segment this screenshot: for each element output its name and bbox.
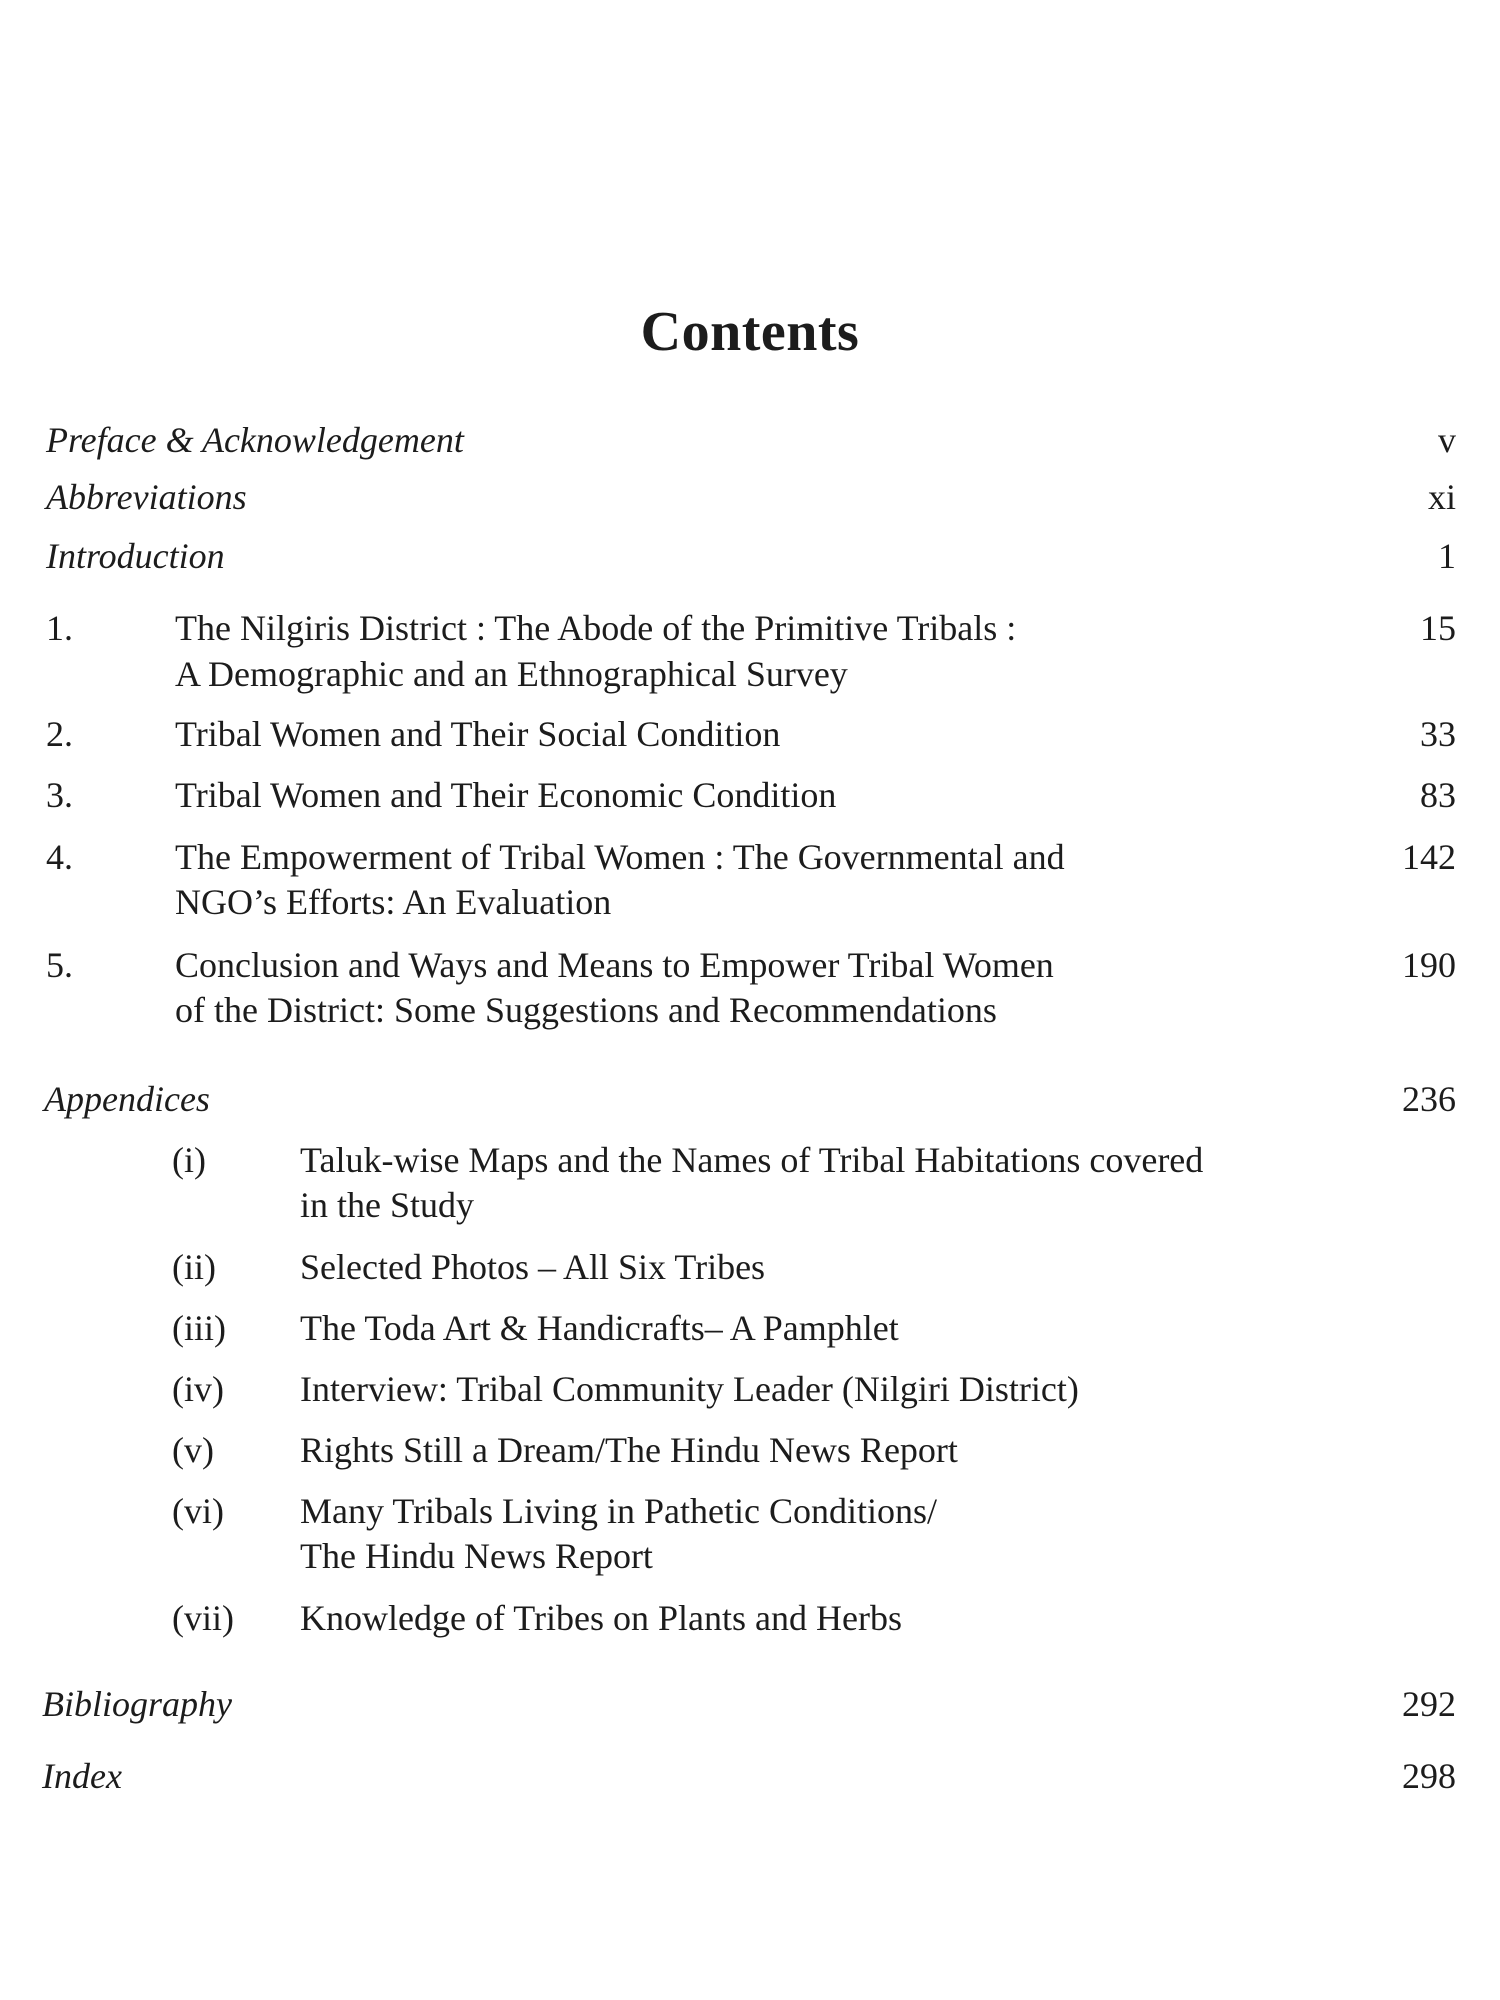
toc-entry-label: Abbreviations <box>46 477 247 517</box>
appendix-number: (i) <box>172 1140 206 1180</box>
chapter-number: 5. <box>46 945 73 985</box>
chapter-number: 3. <box>46 775 73 815</box>
appendix-title-line1: Rights Still a Dream/The Hindu News Report <box>300 1430 958 1470</box>
chapter-title-line1: Tribal Women and Their Social Condition <box>175 714 781 754</box>
appendix-number: (iv) <box>172 1369 224 1409</box>
chapter-number: 1. <box>46 608 73 648</box>
appendix-number: (vii) <box>172 1598 234 1638</box>
toc-entry-page: 1 <box>1438 536 1456 576</box>
toc-entry-page: 292 <box>1402 1684 1456 1724</box>
appendix-number: (iii) <box>172 1308 226 1348</box>
chapter-title-line1: Tribal Women and Their Economic Condition <box>175 775 837 815</box>
toc-entry-page: 236 <box>1402 1079 1456 1119</box>
chapter-page: 190 <box>1402 945 1456 985</box>
chapter-number: 4. <box>46 837 73 877</box>
chapter-page: 33 <box>1420 714 1456 754</box>
appendix-title-line1: Interview: Tribal Community Leader (Nilgiri District) <box>300 1369 1079 1409</box>
appendix-title-line1: Taluk-wise Maps and the Names of Tribal Habitations covered <box>300 1140 1204 1180</box>
toc-entry-label: Index <box>42 1756 122 1796</box>
toc-entry-label: Preface & Acknowledgement <box>46 420 464 460</box>
appendix-title-line2: in the Study <box>300 1185 475 1225</box>
toc-entry-page: xi <box>1427 477 1456 517</box>
chapter-title-line1: The Nilgiris District : The Abode of the Primitive Tribals : <box>175 608 1017 648</box>
toc-entry-page: v <box>1438 420 1456 460</box>
appendix-title-line1: The Toda Art & Handicrafts– A Pamphlet <box>300 1308 899 1348</box>
chapter-title-line2: of the District: Some Suggestions and Recommendations <box>175 990 997 1030</box>
chapter-number: 2. <box>46 714 73 754</box>
chapter-title-line2: NGO’s Efforts: An Evaluation <box>175 882 612 922</box>
chapter-title-line1: The Empowerment of Tribal Women : The Governmental and <box>175 837 1065 877</box>
appendix-title-line1: Knowledge of Tribes on Plants and Herbs <box>300 1598 902 1638</box>
chapter-title-line1: Conclusion and Ways and Means to Empower Tribal Women <box>175 945 1054 985</box>
appendix-number: (ii) <box>172 1247 216 1287</box>
chapter-title-line2: A Demographic and an Ethnographical Survey <box>175 654 848 694</box>
toc-entry-label: Bibliography <box>42 1684 232 1724</box>
toc-entry-label: Appendices <box>44 1079 210 1119</box>
appendix-title-line2: The Hindu News Report <box>300 1536 653 1576</box>
page-title: Contents <box>640 301 860 363</box>
toc-entry-label: Introduction <box>46 536 225 576</box>
chapter-page: 83 <box>1420 775 1456 815</box>
chapter-page: 15 <box>1420 608 1456 648</box>
appendix-title-line1: Selected Photos – All Six Tribes <box>300 1247 766 1287</box>
appendix-number: (v) <box>172 1430 214 1470</box>
toc-entry-page: 298 <box>1402 1756 1456 1796</box>
appendix-title-line1: Many Tribals Living in Pathetic Conditions/ <box>300 1491 938 1531</box>
chapter-page: 142 <box>1402 837 1456 877</box>
appendix-number: (vi) <box>172 1491 224 1531</box>
